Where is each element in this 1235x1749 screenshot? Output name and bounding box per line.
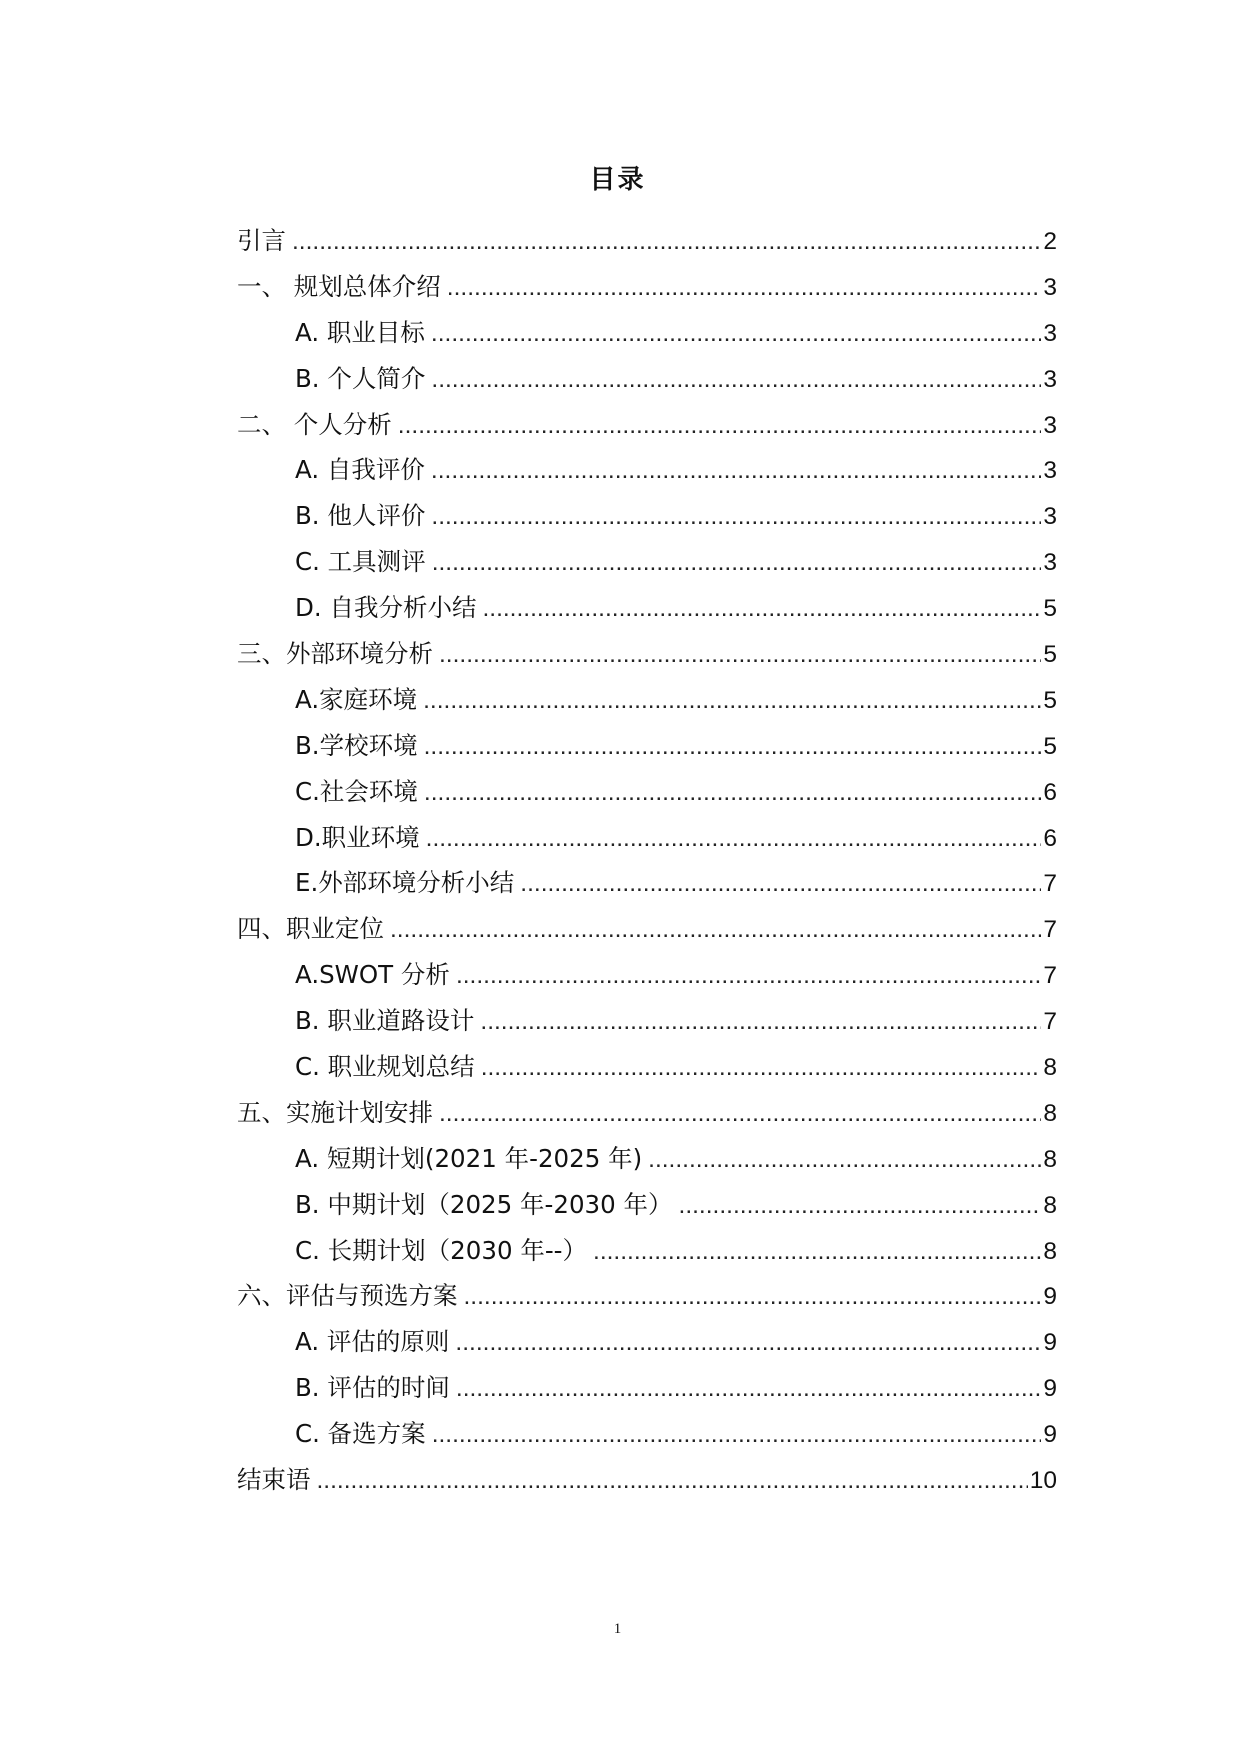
toc-entry-label: B. 个人简介: [295, 363, 426, 393]
toc-dot-leader: [426, 816, 1042, 862]
toc-entry-page: 3: [1043, 273, 1057, 301]
toc-dot-leader: [431, 494, 1041, 540]
toc-entry-page: 5: [1043, 595, 1057, 623]
toc-dot-leader: [447, 265, 1042, 311]
toc-subentry[interactable]: [237, 539, 1057, 585]
toc-entry-label: C. 备选方案: [295, 1419, 426, 1449]
toc-entry-label: A. 职业目标: [295, 317, 425, 347]
toc-entry-page: 8: [1043, 1191, 1057, 1219]
toc-entry-label: C. 职业规划总结: [295, 1052, 475, 1082]
toc-entry-label: B. 他人评价: [295, 501, 426, 531]
toc-dot-leader: [648, 1137, 1041, 1183]
page-number: 1: [613, 1621, 622, 1637]
toc-subentry[interactable]: [237, 815, 1057, 861]
toc-dot-leader: [431, 357, 1041, 403]
table-of-contents: [237, 218, 1057, 1503]
toc-dot-leader: [482, 586, 1041, 632]
toc-entry-label: C. 长期计划（2030 年--）: [295, 1235, 588, 1265]
toc-subentry[interactable]: [237, 723, 1057, 769]
toc-subentry[interactable]: [237, 447, 1057, 493]
toc-entry-page: 6: [1043, 824, 1057, 852]
toc-dot-leader: [390, 907, 1041, 953]
toc-entry-label: 二、 个人分析: [237, 409, 392, 439]
toc-entry-page: 7: [1043, 962, 1057, 990]
toc-entry-page: 7: [1043, 870, 1057, 898]
toc-dot-leader: [481, 1045, 1042, 1091]
toc-entry-page: 3: [1043, 549, 1057, 577]
toc-entry[interactable]: [237, 906, 1057, 952]
toc-subentry[interactable]: [237, 1228, 1057, 1274]
toc-subentry[interactable]: [237, 1182, 1057, 1228]
toc-entry-page: 8: [1043, 1099, 1057, 1127]
toc-dot-leader: [439, 1091, 1041, 1137]
toc-dot-leader: [424, 724, 1042, 770]
toc-dot-leader: [432, 540, 1042, 586]
toc-entry[interactable]: [237, 264, 1057, 310]
toc-dot-leader: [455, 1320, 1041, 1366]
toc-dot-leader: [679, 1183, 1042, 1229]
toc-entry-page: 5: [1043, 641, 1057, 669]
toc-entry-page: 3: [1043, 503, 1057, 531]
toc-entry[interactable]: [237, 218, 1057, 264]
toc-dot-leader: [439, 632, 1041, 678]
toc-entry-label: B. 中期计划（2025 年-2030 年）: [295, 1189, 673, 1219]
toc-entry-label: 六、评估与预选方案: [237, 1281, 458, 1311]
toc-entry-page: 9: [1043, 1375, 1057, 1403]
toc-entry-page: 8: [1043, 1237, 1057, 1265]
toc-entry-label: C. 工具测评: [295, 547, 426, 577]
toc-entry-label: A.SWOT 分析: [295, 960, 450, 990]
toc-entry-page: 9: [1043, 1283, 1057, 1311]
toc-entry-page: 3: [1043, 365, 1057, 393]
toc-dot-leader: [456, 953, 1041, 999]
toc-entry-label: D. 自我分析小结: [295, 593, 477, 623]
toc-entry[interactable]: [237, 402, 1057, 448]
toc-dot-leader: [398, 403, 1042, 449]
toc-subentry[interactable]: [237, 1365, 1057, 1411]
toc-subentry[interactable]: [237, 860, 1057, 906]
toc-entry-label: B. 职业道路设计: [295, 1006, 475, 1036]
toc-entry-page: 7: [1043, 916, 1057, 944]
toc-entry-label: 一、 规划总体介绍: [237, 271, 441, 301]
toc-subentry[interactable]: [237, 677, 1057, 723]
toc-entry-label: B. 评估的时间: [295, 1373, 450, 1403]
toc-entry-label: 引言: [237, 226, 286, 255]
toc-entry-page: 3: [1043, 411, 1057, 439]
toc-dot-leader: [456, 1366, 1041, 1412]
toc-entry-label: C.社会环境: [295, 776, 418, 806]
toc-entry-label: D.职业环境: [295, 822, 420, 852]
toc-subentry[interactable]: [237, 998, 1057, 1044]
toc-entry-label: 结束语: [237, 1465, 311, 1495]
toc-entry-page: 3: [1043, 319, 1057, 347]
toc-entry-page: 10: [1029, 1467, 1057, 1495]
toc-entry-label: 四、职业定位: [237, 914, 384, 944]
toc-dot-leader: [520, 861, 1041, 907]
toc-entry-label: A.家庭环境: [295, 684, 418, 714]
toc-subentry[interactable]: [237, 356, 1057, 402]
toc-subentry[interactable]: [237, 1411, 1057, 1457]
toc-entry[interactable]: [237, 1273, 1057, 1319]
toc-subentry[interactable]: [237, 952, 1057, 998]
toc-dot-leader: [480, 999, 1041, 1045]
toc-entry-page: 2: [1043, 228, 1057, 255]
toc-entry-page: 5: [1043, 732, 1057, 760]
toc-entry-page: 9: [1043, 1421, 1057, 1449]
toc-dot-leader: [423, 678, 1041, 724]
toc-dot-leader: [464, 1274, 1042, 1320]
toc-entry[interactable]: [237, 631, 1057, 677]
toc-subentry[interactable]: [237, 493, 1057, 539]
toc-subentry[interactable]: [237, 310, 1057, 356]
toc-subentry[interactable]: [237, 1044, 1057, 1090]
toc-subentry[interactable]: [237, 769, 1057, 815]
toc-dot-leader: [292, 219, 1041, 265]
toc-entry-page: 3: [1043, 457, 1057, 485]
page-title: 目录: [589, 165, 646, 195]
toc-entry-label: A. 评估的原则: [295, 1327, 450, 1357]
toc-entry-label: A. 短期计划(2021 年-2025 年): [295, 1143, 643, 1173]
toc-dot-leader: [593, 1229, 1041, 1275]
toc-dot-leader: [431, 311, 1041, 357]
toc-entry-label: A. 自我评价: [295, 455, 425, 485]
toc-entry-page: 6: [1043, 778, 1057, 806]
toc-entry-page: 8: [1043, 1054, 1057, 1082]
toc-entry-label: E.外部环境分析小结: [295, 868, 515, 898]
toc-entry[interactable]: [237, 1090, 1057, 1136]
toc-entry-label: 三、外部环境分析: [237, 639, 433, 669]
toc-entry-label: B.学校环境: [295, 730, 418, 760]
toc-entry-page: 9: [1043, 1329, 1057, 1357]
toc-entry-page: 5: [1043, 686, 1057, 714]
toc-subentry[interactable]: [237, 585, 1057, 631]
toc-entry[interactable]: [237, 1457, 1057, 1503]
toc-entry-page: 8: [1043, 1145, 1057, 1173]
toc-dot-leader: [431, 448, 1041, 494]
toc-entry-page: 7: [1043, 1008, 1057, 1036]
toc-dot-leader: [424, 770, 1041, 816]
toc-subentry[interactable]: [237, 1136, 1057, 1182]
toc-dot-leader: [432, 1412, 1042, 1458]
toc-subentry[interactable]: [237, 1319, 1057, 1365]
toc-dot-leader: [317, 1458, 1028, 1504]
toc-entry-label: 五、实施计划安排: [237, 1097, 433, 1127]
